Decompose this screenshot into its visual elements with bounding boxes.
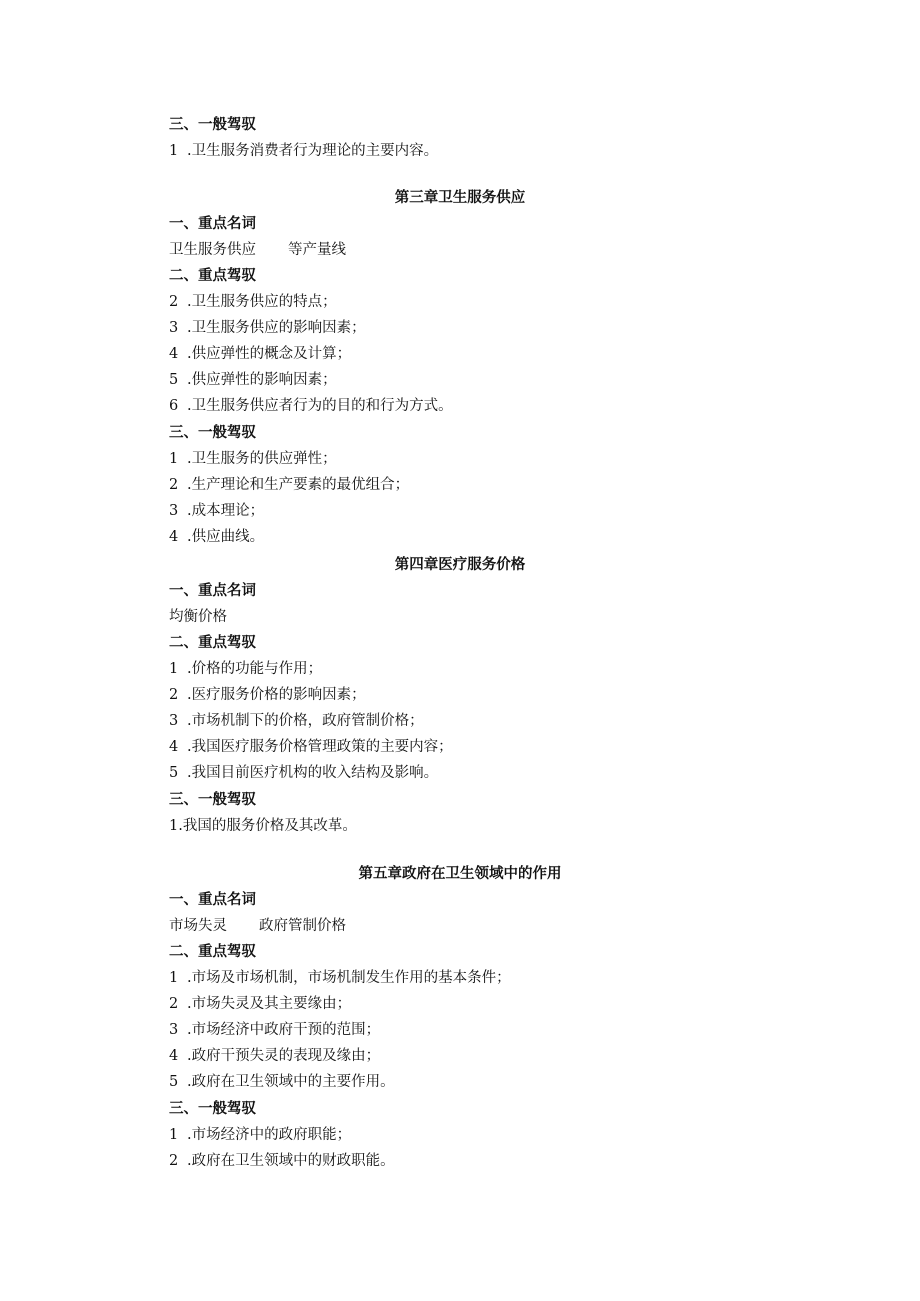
list-item: 2 .医疗服务价格的影响因素； xyxy=(169,687,366,703)
list-item: 3 .卫生服务供应的影响因素； xyxy=(169,320,366,336)
terms-line: 均衡价格 xyxy=(169,609,227,625)
chapter-title: 第三章卫生服务供应 xyxy=(394,190,526,206)
list-item: 1 .价格的功能与作用； xyxy=(169,661,323,677)
list-item: 3 .市场经济中政府干预的范围； xyxy=(169,1022,381,1038)
list-item: 1 .市场经济中的政府职能； xyxy=(169,1127,352,1143)
section-heading: 三、一般驾驭 xyxy=(169,1101,256,1117)
section-heading: 二、重点驾驭 xyxy=(169,944,256,960)
chapter-title: 第五章政府在卫生领域中的作用 xyxy=(358,866,562,882)
list-item: 4 .政府干预失灵的表现及缘由； xyxy=(169,1048,381,1064)
list-item: 4 .供应弹性的概念及计算； xyxy=(169,346,352,362)
list-item: 2 .生产理论和生产要素的最优组合； xyxy=(169,477,410,493)
list-item: 1 .卫生服务的供应弹性； xyxy=(169,451,337,467)
list-item: 3 .市场机制下的价格，政府管制价格； xyxy=(169,713,424,729)
list-item: 1 .市场及市场机制，市场机制发生作用的基本条件； xyxy=(169,970,511,986)
section-heading: 三、一般驾驭 xyxy=(169,425,256,441)
list-item: 6 .卫生服务供应者行为的目的和行为方式。 xyxy=(169,398,453,414)
section-heading: 二、重点驾驭 xyxy=(169,268,256,284)
list-item: 5 .政府在卫生领域中的主要作用。 xyxy=(169,1074,395,1090)
list-item: 1.我国的服务价格及其改革。 xyxy=(169,818,357,834)
list-item: 5 .我国目前医疗机构的收入结构及影响。 xyxy=(169,765,439,781)
list-item: 4 .我国医疗服务价格管理政策的主要内容； xyxy=(169,739,453,755)
list-item: 5 .供应弹性的影响因素； xyxy=(169,372,337,388)
section-heading: 二、重点驾驭 xyxy=(169,635,256,651)
list-item: 2 .卫生服务供应的特点； xyxy=(169,294,337,310)
section-heading: 一、重点名词 xyxy=(169,892,256,908)
section-heading: 三、一般驾驭 xyxy=(169,792,256,808)
list-item: 1 .卫生服务消费者行为理论的主要内容。 xyxy=(169,143,439,159)
list-item: 2 .政府在卫生领域中的财政职能。 xyxy=(169,1153,395,1169)
section-heading: 一、重点名词 xyxy=(169,583,256,599)
list-item: 2 .市场失灵及其主要缘由； xyxy=(169,996,352,1012)
list-item: 3 .成本理论； xyxy=(169,503,265,519)
section-heading: 一、重点名词 xyxy=(169,216,256,232)
list-item: 4 .供应曲线。 xyxy=(169,529,265,545)
terms-line: 卫生服务供应 等产量线 xyxy=(169,242,346,258)
terms-line: 市场失灵 政府管制价格 xyxy=(169,918,346,934)
chapter-title: 第四章医疗服务价格 xyxy=(394,557,526,573)
section-heading: 三、一般驾驭 xyxy=(169,117,256,133)
